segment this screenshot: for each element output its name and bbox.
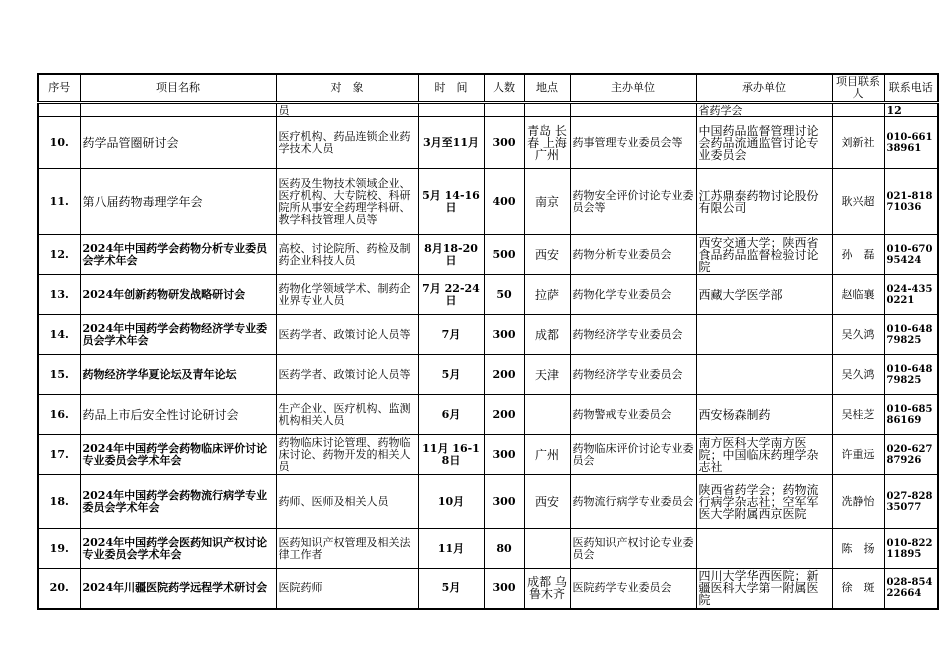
cell-contact: 刘新社 — [832, 117, 884, 169]
cell-name: 2024年中国药学会药物流行病学专业委员会学术年会 — [80, 475, 276, 529]
cell-place: 成都 — [524, 315, 570, 355]
cell-phone: 010-67095424 — [884, 235, 938, 275]
cell-phone: 027-82835077 — [884, 475, 938, 529]
header-name: 项目名称 — [80, 74, 276, 103]
schedule-table — [37, 73, 939, 610]
header-target: 对 象 — [276, 74, 418, 103]
table-row — [38, 235, 938, 275]
cell-contact: 冼静怡 — [832, 475, 884, 529]
cell-sponsor: 药物经济学专业委员会 — [570, 315, 696, 355]
cell-place: 拉萨 — [524, 275, 570, 315]
cell-no: 19. — [38, 529, 80, 569]
cell-count: 300 — [484, 435, 524, 475]
cell-organizer — [696, 315, 832, 355]
cell-phone: 020-62787926 — [884, 435, 938, 475]
cell-target: 医药及生物技术领域企业、医疗机构、大专院校、科研院所从事安全药理学科研、教学科技管理人员等 — [276, 169, 418, 235]
cell-sponsor: 医药知识产权讨论专业委员会 — [570, 529, 696, 569]
cell-target: 药物化学领域学术、制药企业界专业人员 — [276, 275, 418, 315]
cell-sponsor: 医院药学专业委员会 — [570, 569, 696, 609]
table-row — [38, 475, 938, 529]
cell-place: 西安 — [524, 475, 570, 529]
cell-organizer: 西藏大学医学部 — [696, 275, 832, 315]
cell-count: 300 — [484, 475, 524, 529]
cell-name: 2024年川疆医院药学远程学术研讨会 — [80, 569, 276, 609]
cell-sponsor: 药物流行病学专业委员会 — [570, 475, 696, 529]
header-organizer: 承办单位 — [696, 74, 832, 103]
cell-no: 12. — [38, 235, 80, 275]
cell-name: 药物经济学华夏论坛及青年论坛 — [80, 355, 276, 395]
cell-name: 药学品管圈研讨会 — [80, 117, 276, 169]
cell-phone: 010-68586169 — [884, 395, 938, 435]
cell-contact: 徐 斑 — [832, 569, 884, 609]
cell-contact: 吴久鸿 — [832, 355, 884, 395]
cell-phone: 12 — [884, 103, 938, 117]
cell-name: 2024年中国药学会药物临床评价讨论专业委员会学术年会 — [80, 435, 276, 475]
table-row — [38, 569, 938, 609]
table-row — [38, 355, 938, 395]
cell-place: 天津 — [524, 355, 570, 395]
cell-sponsor: 药物安全评价讨论专业委员会等 — [570, 169, 696, 235]
cell-no: 16. — [38, 395, 80, 435]
cell-target: 药师、医师及相关人员 — [276, 475, 418, 529]
table-row — [38, 395, 938, 435]
cell-organizer — [696, 355, 832, 395]
cell-no: 13. — [38, 275, 80, 315]
cell-contact: 许重远 — [832, 435, 884, 475]
cell-target: 员 — [276, 103, 418, 117]
header-phone: 联系电话 — [884, 74, 938, 103]
cell-place: 青岛 长春 上海 广州 — [524, 117, 570, 169]
table-row — [38, 435, 938, 475]
cell-time: 8月18-20日 — [418, 235, 484, 275]
header-sponsor: 主办单位 — [570, 74, 696, 103]
cell-no: 20. — [38, 569, 80, 609]
cell-count: 200 — [484, 355, 524, 395]
cell-count: 200 — [484, 395, 524, 435]
cell-target: 生产企业、医疗机构、监测机构相关人员 — [276, 395, 418, 435]
cell-name: 药品上市后安全性讨论研讨会 — [80, 395, 276, 435]
cell-no: 14. — [38, 315, 80, 355]
table-row — [38, 315, 938, 355]
cell-time: 5月 — [418, 355, 484, 395]
cell-organizer: 四川大学华西医院；新疆医科大学第一附属医院 — [696, 569, 832, 609]
table-row — [38, 275, 938, 315]
cell-phone: 010-64879825 — [884, 315, 938, 355]
cell-time: 7月 22-24日 — [418, 275, 484, 315]
cell-sponsor: 药物警戒专业委员会 — [570, 395, 696, 435]
cell-sponsor: 药事管理专业委员会等 — [570, 117, 696, 169]
cell-place — [524, 529, 570, 569]
cell-target: 药物临床讨论管理、药物临床讨论、药物开发的相关人员 — [276, 435, 418, 475]
cell-target: 医药学者、政策讨论人员等 — [276, 315, 418, 355]
cell-contact: 吴久鸿 — [832, 315, 884, 355]
cell-target: 医院药师 — [276, 569, 418, 609]
cell-contact: 吴桂芝 — [832, 395, 884, 435]
cell-organizer: 中国药品监督管理讨论会药品流通监管讨论专业委员会 — [696, 117, 832, 169]
cell-phone: 010-82211895 — [884, 529, 938, 569]
cell-name: 2024年中国药学会药物经济学专业委员会学术年会 — [80, 315, 276, 355]
cell-contact: 赵临襄 — [832, 275, 884, 315]
cell-time: 5月 14-16日 — [418, 169, 484, 235]
cell-place: 南京 — [524, 169, 570, 235]
table-row — [38, 117, 938, 169]
cell-count: 300 — [484, 117, 524, 169]
cell-sponsor: 药物临床评价讨论专业委员会 — [570, 435, 696, 475]
cell-count: 80 — [484, 529, 524, 569]
cell-no: 17. — [38, 435, 80, 475]
cell-phone: 010-66138961 — [884, 117, 938, 169]
cell-name: 2024年中国药学会药物分析专业委员会学术年会 — [80, 235, 276, 275]
cell-contact: 陈 扬 — [832, 529, 884, 569]
header-time: 时 间 — [418, 74, 484, 103]
table-row — [38, 169, 938, 235]
cell-organizer: 西安杨森制药 — [696, 395, 832, 435]
cell-organizer: 南方医科大学南方医院；中国临床药理学杂志社 — [696, 435, 832, 475]
cell-time: 11月 — [418, 529, 484, 569]
cell-contact: 耿兴超 — [832, 169, 884, 235]
header-row — [38, 74, 938, 103]
table-row — [38, 529, 938, 569]
cell-target: 高校、讨论院所、药检及制药企业科技人员 — [276, 235, 418, 275]
cell-organizer: 西安交通大学；陕西省食品药品监督检验讨论院 — [696, 235, 832, 275]
header-count: 人数 — [484, 74, 524, 103]
cell-sponsor: 药物分析专业委员会 — [570, 235, 696, 275]
cell-contact: 孙 磊 — [832, 235, 884, 275]
cell-no: 18. — [38, 475, 80, 529]
cell-place: 西安 — [524, 235, 570, 275]
cell-name: 2024年创新药物研发战略研讨会 — [80, 275, 276, 315]
header-place: 地点 — [524, 74, 570, 103]
cell-count: 50 — [484, 275, 524, 315]
cell-place: 广州 — [524, 435, 570, 475]
cell-no: 15. — [38, 355, 80, 395]
cell-target: 医药学者、政策讨论人员等 — [276, 355, 418, 395]
cell-time: 10月 — [418, 475, 484, 529]
cell-sponsor: 药物化学专业委员会 — [570, 275, 696, 315]
cell-count: 400 — [484, 169, 524, 235]
cell-place: 成都 乌鲁木齐 — [524, 569, 570, 609]
cell-name: 第八届药物毒理学年会 — [80, 169, 276, 235]
cell-place — [524, 395, 570, 435]
cell-time: 3月至11月 — [418, 117, 484, 169]
cell-organizer: 江苏鼎泰药物讨论股份有限公司 — [696, 169, 832, 235]
cell-target: 医药知识产权管理及相关法律工作者 — [276, 529, 418, 569]
cell-time: 11月 16-18日 — [418, 435, 484, 475]
cell-name: 2024年中国药学会医药知识产权讨论专业委员会学术年会 — [80, 529, 276, 569]
cell-organizer: 省药学会 — [696, 103, 832, 117]
header-contact: 项目联系人 — [832, 74, 884, 103]
schedule-table-container — [37, 73, 937, 610]
header-no: 序号 — [38, 74, 80, 103]
cell-count: 300 — [484, 315, 524, 355]
cell-target: 医疗机构、药品连锁企业药学技术人员 — [276, 117, 418, 169]
cell-organizer — [696, 529, 832, 569]
cell-time: 6月 — [418, 395, 484, 435]
cell-count: 300 — [484, 569, 524, 609]
cell-phone: 021-81871036 — [884, 169, 938, 235]
cell-phone: 010-64879825 — [884, 355, 938, 395]
cell-phone: 028-85422664 — [884, 569, 938, 609]
cell-count: 500 — [484, 235, 524, 275]
cell-no: 11. — [38, 169, 80, 235]
cell-no: 10. — [38, 117, 80, 169]
cell-sponsor: 药物经济学专业委员会 — [570, 355, 696, 395]
cell-phone: 024-4350221 — [884, 275, 938, 315]
cell-time: 5月 — [418, 569, 484, 609]
cell-organizer: 陕西省药学会；药物流行病学杂志社；空军军医大学附属西京医院 — [696, 475, 832, 529]
continuation-row — [38, 103, 938, 117]
cell-time: 7月 — [418, 315, 484, 355]
